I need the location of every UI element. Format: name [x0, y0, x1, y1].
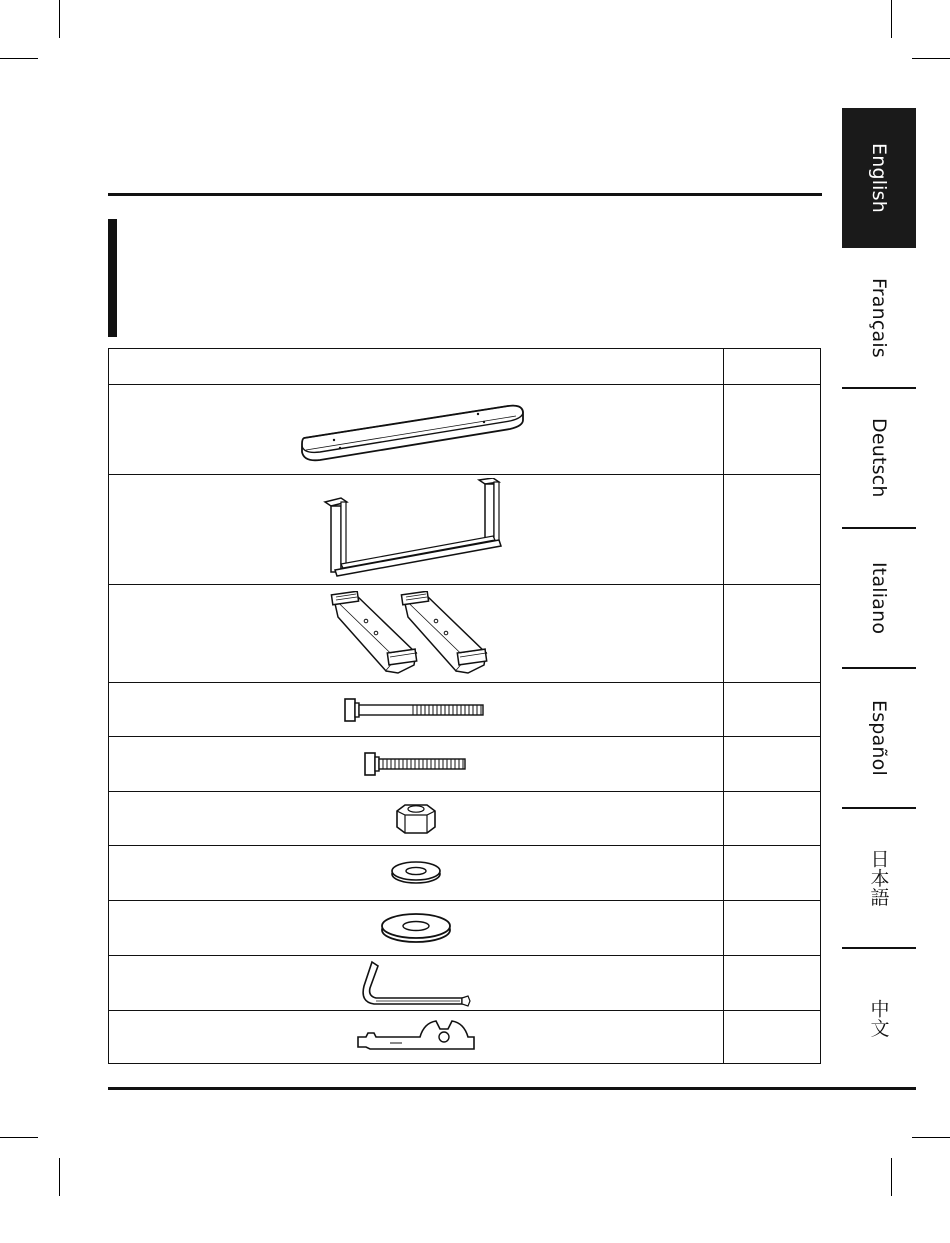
tab-italiano[interactable] — [842, 528, 916, 668]
crop-mark — [59, 0, 60, 38]
language-tabs — [842, 108, 916, 1088]
qty-cell — [724, 683, 821, 737]
tab-japanese[interactable] — [842, 808, 916, 948]
qty-cell — [724, 585, 821, 683]
large-washer-icon — [376, 910, 456, 946]
short-bolt-icon — [361, 749, 471, 779]
crop-mark — [912, 1137, 950, 1138]
part-cell — [109, 737, 724, 792]
long-bolt-icon — [341, 695, 491, 725]
crop-mark — [891, 0, 892, 38]
crop-mark — [891, 1158, 892, 1196]
tab-label: Español — [868, 700, 890, 776]
wrench-icon — [354, 1015, 478, 1059]
header-rule — [108, 193, 822, 196]
table-row — [109, 901, 821, 956]
table-row — [109, 956, 821, 1011]
table-row — [109, 1011, 821, 1064]
tab-label: Français — [868, 278, 890, 358]
part-cell — [109, 585, 724, 683]
qty-cell — [724, 956, 821, 1011]
tab-label: 日本語 — [867, 849, 890, 907]
qty-cell — [724, 901, 821, 956]
seat-board-icon — [296, 390, 536, 470]
part-cell — [109, 846, 724, 901]
table-row — [109, 846, 821, 901]
tab-label: English — [868, 142, 890, 213]
qty-cell — [724, 1011, 821, 1064]
section-heading-bar — [108, 219, 117, 337]
table-row — [109, 683, 821, 737]
feet-pads-icon — [326, 591, 506, 677]
footer-rule — [108, 1087, 916, 1090]
part-cell — [109, 683, 724, 737]
qty-cell — [724, 475, 821, 585]
tab-deutsch[interactable] — [842, 388, 916, 528]
qty-cell — [724, 846, 821, 901]
tab-francais[interactable] — [842, 248, 916, 388]
table-header-part — [109, 349, 724, 385]
part-cell — [109, 792, 724, 846]
crop-mark — [912, 58, 950, 59]
table-row — [109, 585, 821, 683]
table-row — [109, 475, 821, 585]
crop-mark — [0, 58, 38, 59]
crop-mark — [0, 1137, 38, 1138]
table-header-row — [109, 349, 821, 385]
table-row — [109, 737, 821, 792]
part-cell — [109, 901, 724, 956]
table-row — [109, 792, 821, 846]
tab-label: Deutsch — [868, 418, 890, 498]
tab-espanol[interactable] — [842, 668, 916, 808]
qty-cell — [724, 792, 821, 846]
table-header-qty — [724, 349, 821, 385]
parts-table — [108, 348, 821, 1064]
part-cell — [109, 956, 724, 1011]
small-washer-icon — [386, 858, 446, 888]
bench-frame-icon — [321, 478, 511, 582]
part-cell — [109, 475, 724, 585]
tab-english[interactable] — [842, 108, 916, 248]
tab-chinese[interactable] — [842, 948, 916, 1088]
hex-nut-icon — [391, 801, 441, 837]
tab-label: 中文 — [867, 998, 890, 1038]
qty-cell — [724, 737, 821, 792]
qty-cell — [724, 385, 821, 475]
part-cell — [109, 385, 724, 475]
table-row — [109, 385, 821, 475]
tab-label: Italiano — [868, 561, 890, 635]
crop-mark — [59, 1158, 60, 1196]
part-cell — [109, 1011, 724, 1064]
allen-key-icon — [356, 958, 476, 1008]
